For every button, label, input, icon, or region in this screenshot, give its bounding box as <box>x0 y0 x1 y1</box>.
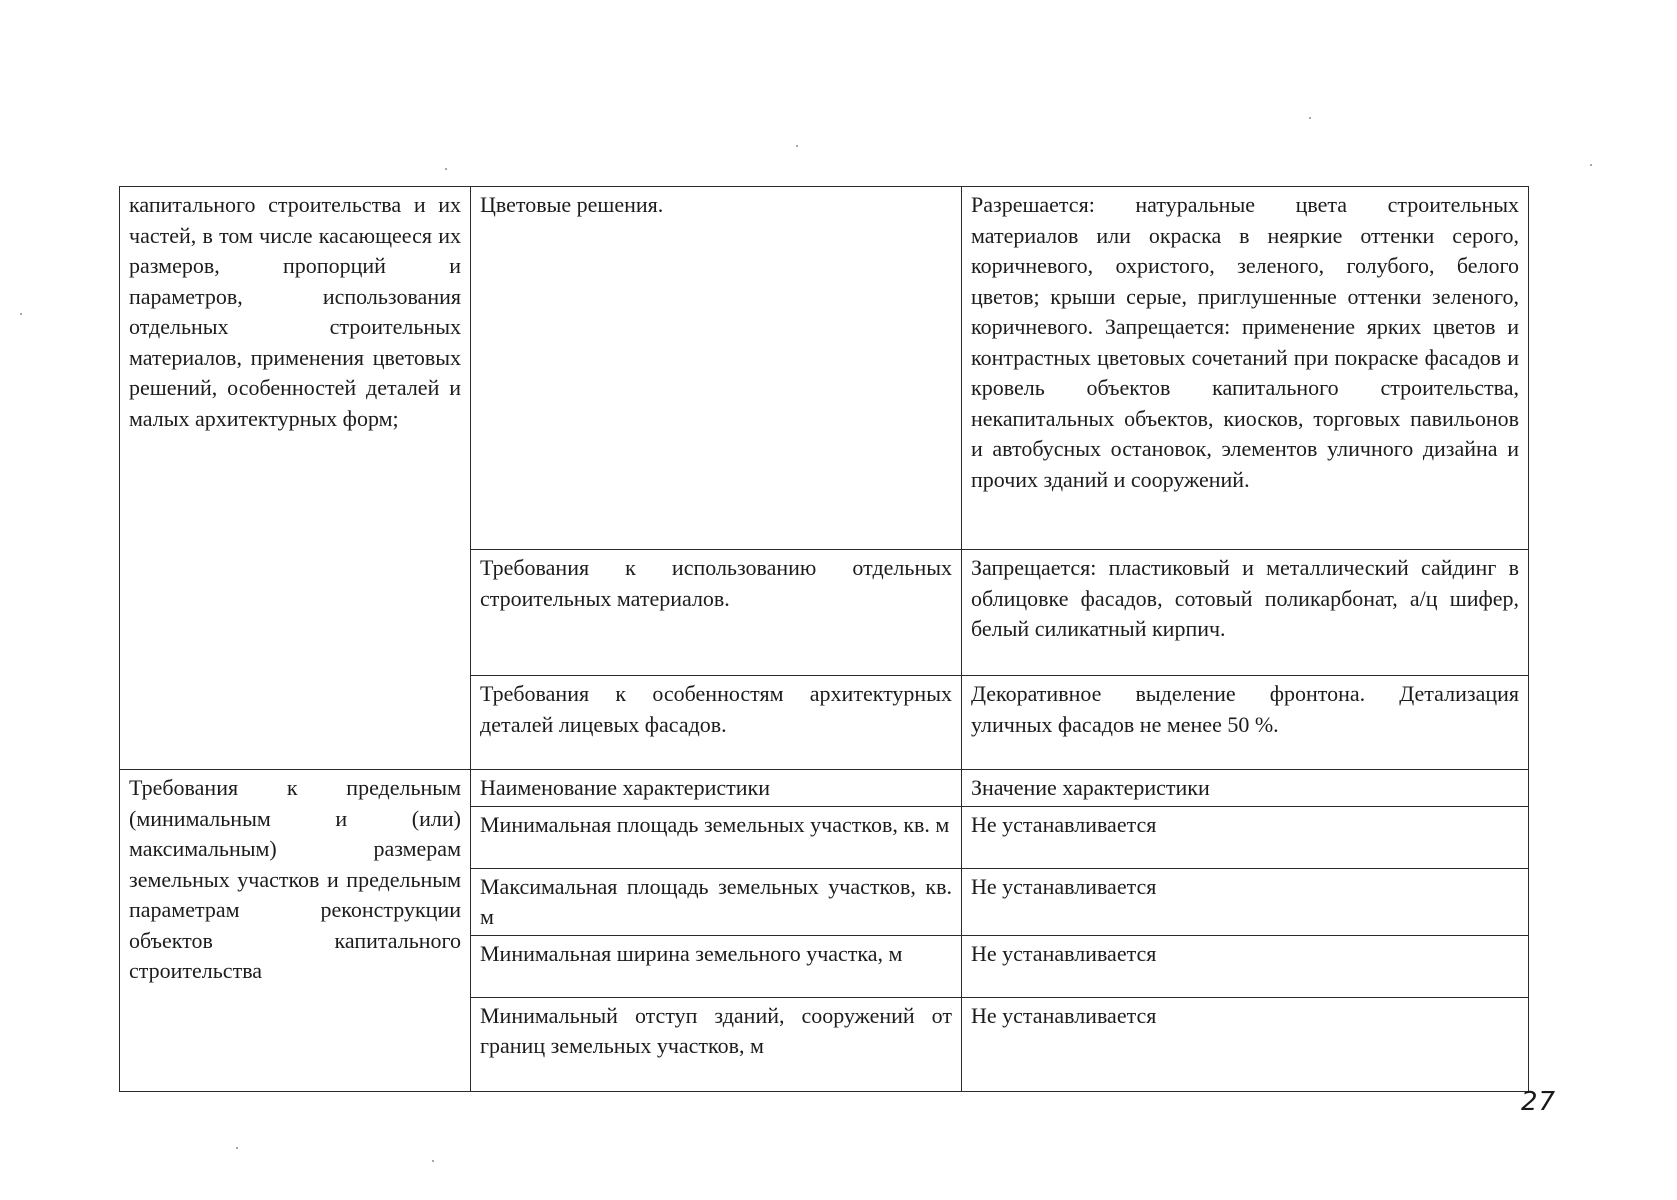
table-cell-category: капитального строительства и их частей, в том числе касающееся их размеров, пропорций и параметров, использования отдельных строительных материалов, применения цветовых решений, особенностей деталей и малых архитектурных форм; <box>120 187 471 770</box>
scan-speck <box>1309 117 1311 119</box>
table-cell-value: Декоративное выделение фронтона. Детализация уличных фасадов не менее 50 %. <box>962 676 1529 770</box>
table-cell-characteristic: Требования к особенностям архитектурных деталей лицевых фасадов. <box>471 676 962 770</box>
table-cell-value: Разрешается: натуральные цвета строительных материалов или окраска в неяркие оттенки серого, коричневого, охристого, зеленого, голубого, белого цветов; крыши серые, приглушенные оттенки зеленого, коричневого. Запрещается: применение ярких цветов и контрастных цветовых сочетаний при покраске фасадов и кровель объектов капитального строительства, некапитальных объектов, киосков, торговых павильонов и автобусных остановок, элементов уличного дизайна и прочих зданий и сооружений. <box>962 187 1529 550</box>
table-header-row <box>120 770 1529 807</box>
table-cell-characteristic: Минимальная ширина земельного участка, м <box>471 935 962 997</box>
requirements-table <box>119 186 1529 1092</box>
table-cell-characteristic: Минимальная площадь земельных участков, кв. м <box>471 806 962 868</box>
table-cell-value: Не устанавливается <box>962 997 1529 1091</box>
table-cell-characteristic: Требования к использованию отдельных строительных материалов. <box>471 550 962 676</box>
table-header-characteristic-value: Значение характеристики <box>962 770 1529 807</box>
table-cell-characteristic: Максимальная площадь земельных участков, кв. м <box>471 868 962 935</box>
table-cell-value: Запрещается: пластиковый и металлический сайдинг в облицовке фасадов, сотовый поликарбонат, а/ц шифер, белый силикатный кирпич. <box>962 550 1529 676</box>
table-cell-value: Не устанавливается <box>962 935 1529 997</box>
scan-speck <box>236 1147 238 1149</box>
scan-speck <box>796 145 798 147</box>
table-cell-characteristic: Минимальный отступ зданий, сооружений от границ земельных участков, м <box>471 997 962 1091</box>
table-cell-value: Не устанавливается <box>962 868 1529 935</box>
table-cell-category: Требования к предельным (минимальным и (или) максимальным) размерам земельных участков и предельным параметрам реконструкции объектов капитального строительства <box>120 770 471 1092</box>
table-cell-value: Не устанавливается <box>962 806 1529 868</box>
scan-speck <box>20 313 22 315</box>
scan-speck <box>1590 164 1592 166</box>
scan-speck <box>445 168 447 170</box>
table-header-characteristic-name: Наименование характеристики <box>471 770 962 807</box>
table-cell-characteristic: Цветовые решения. <box>471 187 962 550</box>
table-row <box>120 187 1529 550</box>
scan-speck <box>432 1160 434 1162</box>
page-number: 27 <box>1521 1087 1557 1117</box>
